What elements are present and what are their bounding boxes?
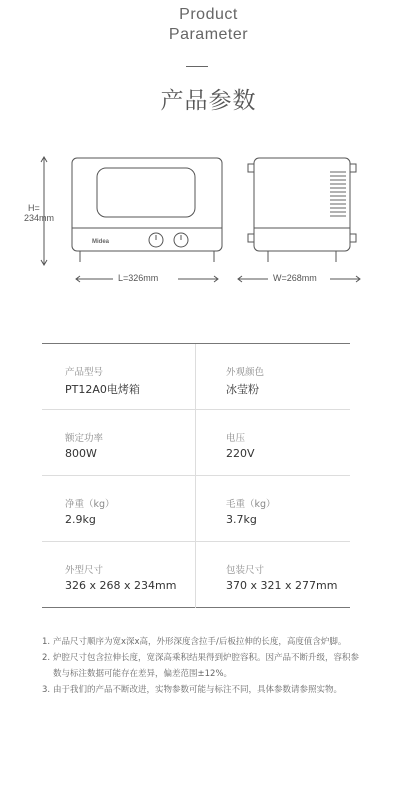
brand-logo: Midea	[92, 239, 110, 245]
spec-value: 3.7kg	[226, 513, 257, 526]
height-label-value: 234mm	[24, 213, 55, 223]
oven-side-vents	[330, 172, 346, 216]
product-dimension-diagram	[0, 150, 417, 290]
spec-cell-net-weight	[42, 476, 196, 542]
oven-front-body	[72, 158, 222, 251]
spec-label: 外观颜色	[226, 367, 265, 378]
spec-table	[42, 343, 350, 608]
footnote-text: 产品尺寸顺序为宽x深x高，外形深度含拉手/后板拉伸的长度，高度值含炉脚。	[53, 637, 347, 647]
spec-value: 326 x 268 x 234mm	[65, 579, 177, 592]
spec-row	[42, 344, 350, 410]
spec-cell-gross-weight	[196, 476, 350, 542]
oven-side-handle-top	[350, 164, 356, 172]
spec-row	[42, 476, 350, 542]
page-title: 产品参数	[160, 88, 257, 114]
spec-value: 冰莹粉	[226, 383, 259, 396]
spec-value: 800W	[65, 447, 97, 460]
title-en-line2: Parameter	[168, 26, 249, 43]
spec-value: 2.9kg	[65, 513, 96, 526]
spec-label: 净重（kg）	[65, 499, 115, 510]
length-label: L=326mm	[118, 273, 159, 283]
spec-label: 电压	[226, 433, 246, 444]
title-en-line1: Product	[179, 6, 238, 23]
oven-front-window	[97, 168, 195, 217]
oven-side-handle-bottom	[350, 234, 356, 242]
oven-side-back-top	[248, 164, 254, 172]
spec-row	[42, 410, 350, 476]
spec-cell-dimensions	[42, 542, 196, 608]
footnote-item	[42, 682, 362, 698]
spec-cell-model	[42, 344, 196, 410]
spec-row	[42, 542, 350, 608]
spec-cell-power	[42, 410, 196, 476]
oven-line-drawing	[0, 150, 417, 290]
footnote-number: 2.	[42, 653, 51, 663]
spec-label: 外型尺寸	[65, 565, 104, 576]
footnote-number: 1.	[42, 637, 51, 647]
spec-label: 包装尺寸	[226, 565, 265, 576]
footnote-number: 3.	[42, 685, 51, 695]
footnote-item	[42, 650, 362, 682]
spec-label: 产品型号	[65, 367, 104, 378]
spec-cell-color	[196, 344, 350, 410]
spec-label: 额定功率	[65, 433, 104, 444]
spec-value: PT12A0电烤箱	[65, 383, 140, 396]
footnote-text: 炉腔尺寸包含拉伸长度，宽深高乘积结果得到炉腔容积。因产品不断升级，容积参数与标注数据可能存在差异，偏差范围±12%。	[53, 653, 360, 679]
spec-label: 毛重（kg）	[226, 499, 276, 510]
footnote-item	[42, 634, 362, 650]
oven-side-back-bottom	[248, 234, 254, 242]
spec-value: 370 x 321 x 277mm	[226, 579, 338, 592]
spec-value: 220V	[226, 447, 255, 460]
width-label: W=268mm	[273, 273, 317, 283]
spec-cell-voltage	[196, 410, 350, 476]
title-dash	[186, 66, 208, 67]
height-label-h: H=	[28, 203, 40, 213]
footnotes	[42, 634, 362, 698]
footnote-text: 由于我们的产品不断改进，实物参数可能与标注不同，具体参数请参照实物。	[53, 685, 343, 695]
spec-cell-package-size	[196, 542, 350, 608]
